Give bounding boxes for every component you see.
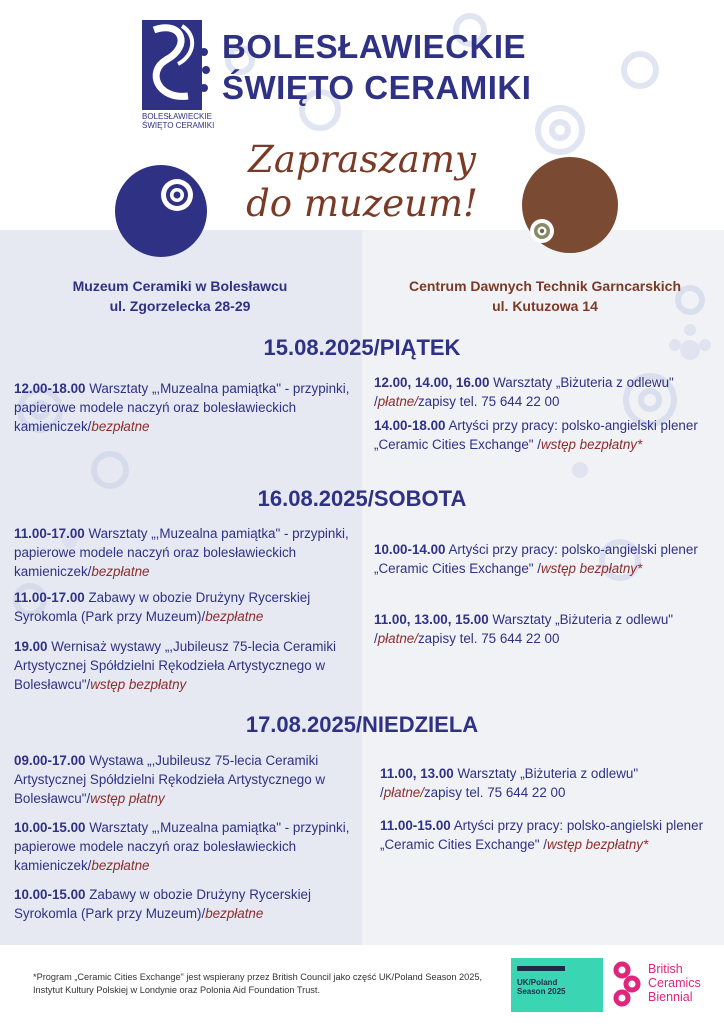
event-item <box>374 373 714 411</box>
event-fee-note: płatne/ <box>383 785 424 800</box>
venue-address: ul. Zgorzelecka 28-29 <box>109 298 251 314</box>
event-description: Warsztaty „Biżuteria z odlewu" / <box>374 612 674 646</box>
event-description: Artyści przy pracy: polsko-angielski plener „Ceramic Cities Exchange" / <box>380 818 704 852</box>
event-time: 19.00 <box>14 639 48 654</box>
event-fee-note: bezpłatne <box>91 564 150 579</box>
venue-museum <box>30 276 330 316</box>
british-ceramics-biennial-logo-icon <box>612 960 642 1008</box>
event-item <box>380 764 714 802</box>
event-time: 14.00-18.00 <box>374 418 446 433</box>
event-fee-note: bezpłatne <box>91 858 150 873</box>
day-heading: 15.08.2025/PIĄTEK <box>263 335 461 360</box>
event-item <box>380 816 714 854</box>
uk-poland-label <box>517 978 565 996</box>
event-description: Warsztaty „,Muzealna pamiątka" - przypinki, papierowe modele naczyń oraz bolesławieckich kamieniczek/ <box>14 381 350 434</box>
sponsor-footnote: *Program „Ceramic Cities Exchange" jest wspierany przez British Council jako część UK/Poland Season 2025, Instytut Kultury Polskiej w Londynie oraz Polonia Aid Foundation Trust. <box>33 972 483 995</box>
invitation-heading <box>212 138 512 226</box>
venue-address: ul. Kutuzowa 14 <box>492 298 598 314</box>
event-fee-note: bezpłatne <box>91 419 150 434</box>
event-description: Artyści przy pracy: polsko-angielski plener „Ceramic Cities Exchange" / <box>374 418 698 452</box>
event-time: 12.00-18.00 <box>14 381 86 396</box>
logo-small-caption <box>142 112 214 130</box>
uk-poland-line: UK/Poland <box>517 978 558 987</box>
event-item <box>14 379 352 436</box>
event-description: Warsztaty „Biżuteria z odlewu" / <box>374 375 674 409</box>
uk-poland-line: Season 2025 <box>517 987 566 996</box>
event-fee-note: wstęp bezpłatny* <box>540 561 643 576</box>
event-fee-note: wstęp płatny <box>90 791 165 806</box>
festival-title-line: BOLESŁAWIECKIE <box>222 28 527 65</box>
festival-title-line: ŚWIĘTO CERAMIKI <box>222 69 532 106</box>
festival-title <box>222 26 531 108</box>
event-description: Warsztaty „,Muzealna pamiątka" - przypinki, papierowe modele naczyń oraz bolesławieckich kamieniczek/ <box>14 526 349 579</box>
event-booking: zapisy tel. 75 644 22 00 <box>423 785 566 800</box>
event-description: Warsztaty „,Muzealna pamiątka" - przypinki, papierowe modele naczyń oraz bolesławieckich kamieniczek/ <box>14 820 350 873</box>
bcb-line: Biennial <box>648 990 693 1004</box>
event-description: Warsztaty „Biżuteria z odlewu" / <box>380 766 639 800</box>
logo-small-line: BOLESŁAWIECKIE <box>142 112 212 121</box>
event-fee-note: płatne/ <box>377 394 418 409</box>
brown-ceramic-circle-icon <box>518 155 620 257</box>
british-council-strip-icon <box>517 966 565 971</box>
event-time: 10.00-15.00 <box>14 887 86 902</box>
event-item <box>14 588 352 626</box>
event-time: 10.00-15.00 <box>14 820 86 835</box>
event-item <box>14 751 352 808</box>
event-item <box>374 416 714 454</box>
event-description: Wystawa „,Jubileusz 75-lecia Ceramiki Artystycznej Spółdzielni Rękodzieła Artystycznego w Bolesławcu"/ <box>14 753 326 806</box>
event-item <box>14 818 352 875</box>
event-fee-note: bezpłatne <box>205 906 264 921</box>
event-time: 11.00, 13.00, 15.00 <box>374 612 489 627</box>
venue-pottery-centre <box>380 276 710 316</box>
day-heading: 17.08.2025/NIEDZIELA <box>245 712 479 737</box>
event-booking: zapisy tel. 75 644 22 00 <box>417 394 560 409</box>
logo-small-line: ŚWIĘTO CERAMIKI <box>142 121 215 130</box>
event-description: Zabawy w obozie Drużyny Rycerskiej Syrokomla (Park przy Muzeum)/ <box>14 590 311 624</box>
event-booking: zapisy tel. 75 644 22 00 <box>417 631 560 646</box>
event-description: Zabawy w obozie Drużyny Rycerskiej Syrokomla (Park przy Muzeum)/ <box>14 887 311 921</box>
british-ceramics-biennial-name <box>648 962 701 1004</box>
event-item <box>374 610 714 648</box>
event-item <box>14 637 352 694</box>
event-time: 11.00, 13.00 <box>380 766 454 781</box>
invitation-line: Zapraszamy <box>248 138 476 181</box>
event-time: 09.00-17.00 <box>14 753 86 768</box>
event-description: Wernisaż wystawy „,Jubileusz 75-lecia Ceramiki Artystycznej Spółdzielni Rękodzieła Artystycznego w Bolesławcu"/ <box>14 639 336 692</box>
event-fee-note: wstęp bezpłatny* <box>540 437 643 452</box>
bcb-line: Ceramics <box>648 976 701 990</box>
invitation-line: do muzeum! <box>246 182 478 225</box>
uk-poland-season-badge <box>511 958 603 1012</box>
event-description: Artyści przy pracy: polsko-angielski plener „Ceramic Cities Exchange" / <box>374 542 698 576</box>
event-item <box>14 885 352 923</box>
event-fee-note: płatne/ <box>377 631 418 646</box>
event-time: 11.00-17.00 <box>14 526 85 541</box>
bcb-line: British <box>648 962 683 976</box>
event-time: 12.00, 14.00, 16.00 <box>374 375 490 390</box>
event-time: 10.00-14.00 <box>374 542 446 557</box>
event-fee-note: bezpłatne <box>205 609 264 624</box>
day-heading: 16.08.2025/SOBOTA <box>257 486 467 511</box>
event-time: 11.00-15.00 <box>380 818 451 833</box>
blue-ceramic-circle-icon <box>115 165 207 257</box>
event-fee-note: wstęp bezpłatny* <box>546 837 649 852</box>
event-item <box>14 524 352 581</box>
event-time: 11.00-17.00 <box>14 590 85 605</box>
event-fee-note: wstęp bezpłatny <box>90 677 187 692</box>
event-item <box>374 540 714 578</box>
venue-name: Muzeum Ceramiki w Bolesławcu <box>72 278 288 294</box>
venue-name: Centrum Dawnych Technik Garncarskich <box>408 278 682 294</box>
